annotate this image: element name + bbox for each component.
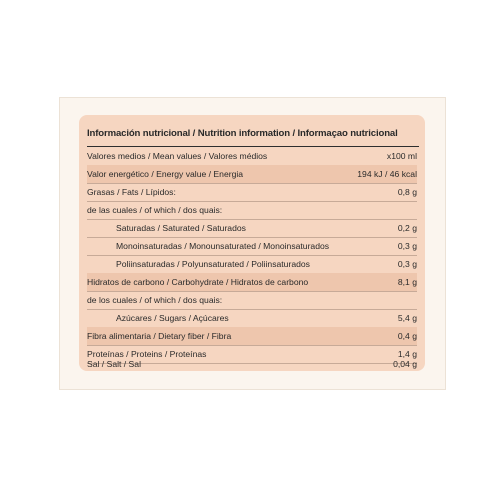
row-label: Fibra alimentaria / Dietary fiber / Fibra bbox=[87, 331, 232, 341]
table-row-fiber bbox=[87, 327, 417, 346]
row-label: Sal / Salt / Sal bbox=[87, 359, 141, 369]
row-label: Monoinsaturadas / Monounsaturated / Monoinsaturados bbox=[116, 241, 330, 251]
row-label: Saturadas / Saturated / Saturados bbox=[116, 223, 246, 233]
row-value: 0,8 g bbox=[397, 187, 417, 197]
table-row-salt bbox=[87, 355, 417, 373]
row-label: Valores medios / Mean values / Valores médios bbox=[87, 151, 268, 161]
row-value: x100 ml bbox=[386, 151, 417, 161]
row-label: Azúcares / Sugars / Açúcares bbox=[116, 313, 229, 323]
row-label: de las cuales / of which / dos quais: bbox=[87, 205, 223, 215]
row-value: 1,4 g bbox=[397, 349, 417, 359]
row-value: 0,2 g bbox=[397, 223, 417, 233]
row-label: de los cuales / of which / dos quais: bbox=[87, 295, 223, 305]
nutrition-table-title: Información nutricional / Nutrition information / Informaçao nutricional bbox=[87, 128, 398, 139]
row-value: 8,1 g bbox=[397, 277, 417, 287]
table-row-sugars bbox=[87, 309, 417, 328]
row-value: 5,4 g bbox=[397, 313, 417, 323]
row-value: 194 kJ / 46 kcal bbox=[357, 169, 417, 179]
table-row-polyunsaturated bbox=[87, 255, 417, 274]
table-row-carbohydrate bbox=[87, 273, 417, 292]
table-row-saturated bbox=[87, 219, 417, 238]
table-row-fats bbox=[87, 183, 417, 202]
row-label: Poliinsaturadas / Polyunsaturated / Poliinsaturados bbox=[116, 259, 310, 269]
table-row-monounsaturated bbox=[87, 237, 417, 256]
row-value: 0,04 g bbox=[393, 359, 417, 369]
row-label: Grasas / Fats / Lípidos: bbox=[87, 187, 176, 197]
row-value: 0,3 g bbox=[397, 241, 417, 251]
row-value: 0,4 g bbox=[397, 331, 417, 341]
row-label: Valor energético / Energy value / Energia bbox=[87, 169, 244, 179]
table-row-fats-of-which bbox=[87, 201, 417, 220]
table-row-energy bbox=[87, 165, 417, 184]
table-row-mean-values bbox=[87, 147, 417, 166]
row-label: Hidratos de carbono / Carbohydrate / Hidratos de carbono bbox=[87, 277, 309, 287]
table-row-carbohydrate-of-which bbox=[87, 291, 417, 310]
row-label: Proteínas / Proteins / Proteínas bbox=[87, 349, 207, 359]
row-value: 0,3 g bbox=[397, 259, 417, 269]
